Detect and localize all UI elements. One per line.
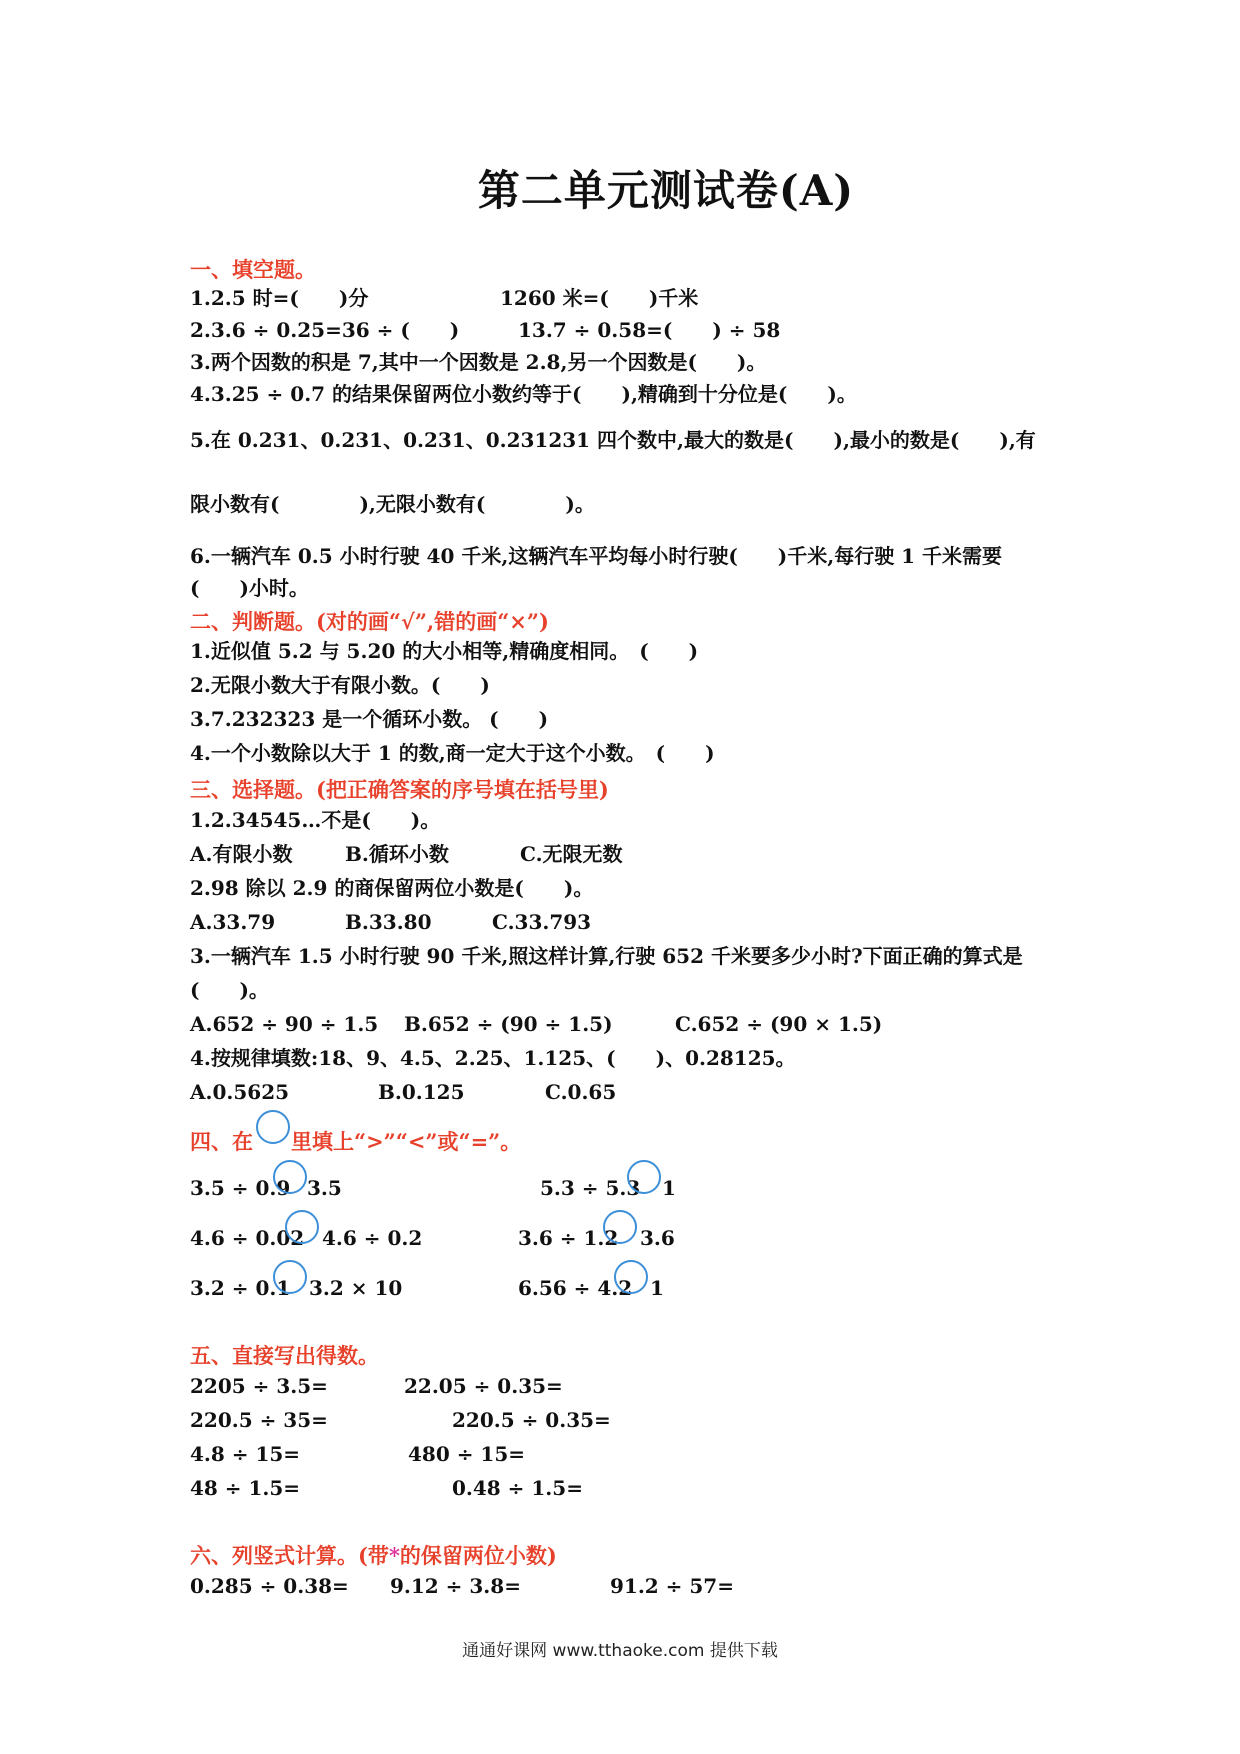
fill-q1b: 1260 米=( )千米	[500, 286, 699, 310]
choice-q1-option-a: A.有限小数	[190, 842, 293, 866]
choice-q2: 2.98 除以 2.9 的商保留两位小数是( )。	[190, 876, 594, 900]
choice-q3-option-b: B.652 ÷ (90 ÷ 1.5)	[404, 1012, 613, 1036]
compare-r3a-left: 3.2 ÷ 0.1	[190, 1276, 291, 1300]
page-title: 第二单元测试卷(A)	[477, 166, 855, 215]
compare-r2b-left: 3.6 ÷ 1.2	[518, 1226, 619, 1250]
choice-q4-option-c: C.0.65	[545, 1080, 617, 1104]
fill-q6b: ( )小时。	[190, 576, 309, 600]
section-judge-heading: 二、判断题。(对的画“√”,错的画“×”)	[190, 609, 549, 634]
fill-q5a: 5.在 0.231、0.231、0.231、0.231231 四个数中,最大的数是( ),最小的数是( ),有	[190, 428, 1036, 452]
compare-r1b-left: 5.3 ÷ 5.3	[540, 1176, 641, 1200]
choice-q4: 4.按规律填数:18、9、4.5、2.25、1.125、( )、0.28125。	[190, 1046, 796, 1070]
direct-a4: 48 ÷ 1.5=	[190, 1476, 301, 1500]
fill-q1a: 1.2.5 时=( )分	[190, 286, 369, 310]
choice-q2-option-c: C.33.793	[492, 910, 592, 934]
direct-b4: 0.48 ÷ 1.5=	[452, 1476, 583, 1500]
direct-b1: 22.05 ÷ 0.35=	[404, 1374, 563, 1398]
section-vertical-heading-part2: 的保留两位小数)	[399, 1543, 557, 1568]
fill-q4: 4.3.25 ÷ 0.7 的结果保留两位小数约等于( ),精确到十分位是( )。	[190, 382, 857, 406]
direct-a2: 220.5 ÷ 35=	[190, 1408, 328, 1432]
choice-q4-option-b: B.0.125	[378, 1080, 465, 1104]
section-compare-heading-part1: 四、在	[190, 1129, 253, 1154]
vertical-a: 0.285 ÷ 0.38=	[190, 1574, 349, 1598]
choice-q3-option-c: C.652 ÷ (90 × 1.5)	[675, 1012, 883, 1036]
judge-q3: 3.7.232323 是一个循环小数。 ( )	[190, 707, 549, 731]
direct-b2: 220.5 ÷ 0.35=	[452, 1408, 611, 1432]
judge-q2: 2.无限小数大于有限小数。( )	[190, 673, 490, 697]
compare-r3b-left: 6.56 ÷ 4.2	[518, 1276, 633, 1300]
choice-q3-option-a: A.652 ÷ 90 ÷ 1.5	[190, 1012, 379, 1036]
choice-q1: 1.2.34545…不是( )。	[190, 808, 441, 832]
vertical-c: 91.2 ÷ 57=	[610, 1574, 734, 1598]
fill-q2a: 2.3.6 ÷ 0.25=36 ÷ ( )	[190, 318, 460, 342]
choice-q1-option-c: C.无限无数	[520, 842, 623, 866]
section-vertical-heading-part1: 六、列竖式计算。(带	[190, 1543, 389, 1568]
compare-r1a-right: 3.5	[307, 1176, 342, 1200]
fill-q6a: 6.一辆汽车 0.5 小时行驶 40 千米,这辆汽车平均每小时行驶( )千米,每行驶 1 千米需要	[190, 544, 1003, 568]
choice-q3a: 3.一辆汽车 1.5 小时行驶 90 千米,照这样计算,行驶 652 千米要多少小时?下面正确的算式是	[190, 944, 1023, 968]
footer-credit: 通通好课网 www.tthaoke.com 提供下载	[462, 1641, 778, 1661]
direct-a3: 4.8 ÷ 15=	[190, 1442, 301, 1466]
fill-q2b: 13.7 ÷ 0.58=( ) ÷ 58	[518, 318, 781, 342]
direct-b3: 480 ÷ 15=	[408, 1442, 526, 1466]
compare-blank-2[interactable]	[627, 1160, 661, 1194]
compare-r2a-left: 4.6 ÷ 0.02	[190, 1226, 305, 1250]
direct-a1: 2205 ÷ 3.5=	[190, 1374, 328, 1398]
compare-circle-icon	[256, 1110, 290, 1144]
compare-r3a-right: 3.2 × 10	[309, 1276, 403, 1300]
choice-q3b: ( )。	[190, 978, 269, 1002]
choice-q2-option-a: A.33.79	[190, 910, 276, 934]
compare-r2b-right: 3.6	[640, 1226, 675, 1250]
judge-q4: 4.一个小数除以大于 1 的数,商一定大于这个小数。 ( )	[190, 741, 715, 765]
compare-blank-6[interactable]	[614, 1260, 648, 1294]
choice-q2-option-b: B.33.80	[345, 910, 432, 934]
judge-q1: 1.近似值 5.2 与 5.20 的大小相等,精确度相同。 ( )	[190, 639, 699, 663]
compare-blank-4[interactable]	[603, 1210, 637, 1244]
section-compare-heading	[190, 1126, 521, 1156]
section-choice-heading: 三、选择题。(把正确答案的序号填在括号里)	[190, 777, 609, 802]
compare-r3b-right: 1	[650, 1276, 664, 1300]
compare-r1a-left: 3.5 ÷ 0.9	[190, 1176, 291, 1200]
fill-q3: 3.两个因数的积是 7,其中一个因数是 2.8,另一个因数是( )。	[190, 350, 767, 374]
compare-blank-1[interactable]	[273, 1160, 307, 1194]
choice-q4-option-a: A.0.5625	[190, 1080, 290, 1104]
section-compare-heading-part2: 里填上“>”“<”或“=”。	[291, 1129, 522, 1154]
vertical-b: 9.12 ÷ 3.8=	[390, 1574, 521, 1598]
compare-blank-3[interactable]	[285, 1210, 319, 1244]
fill-q5b: 限小数有( ),无限小数有( )。	[190, 492, 595, 516]
star-mark: *	[388, 1543, 400, 1568]
compare-r2a-right: 4.6 ÷ 0.2	[322, 1226, 423, 1250]
compare-r1b-right: 1	[662, 1176, 676, 1200]
choice-q1-option-b: B.循环小数	[345, 842, 449, 866]
section-direct-heading: 五、直接写出得数。	[190, 1343, 379, 1368]
compare-blank-5[interactable]	[273, 1260, 307, 1294]
section-fill-blank-heading: 一、填空题。	[190, 257, 316, 282]
section-vertical-heading	[190, 1540, 557, 1570]
